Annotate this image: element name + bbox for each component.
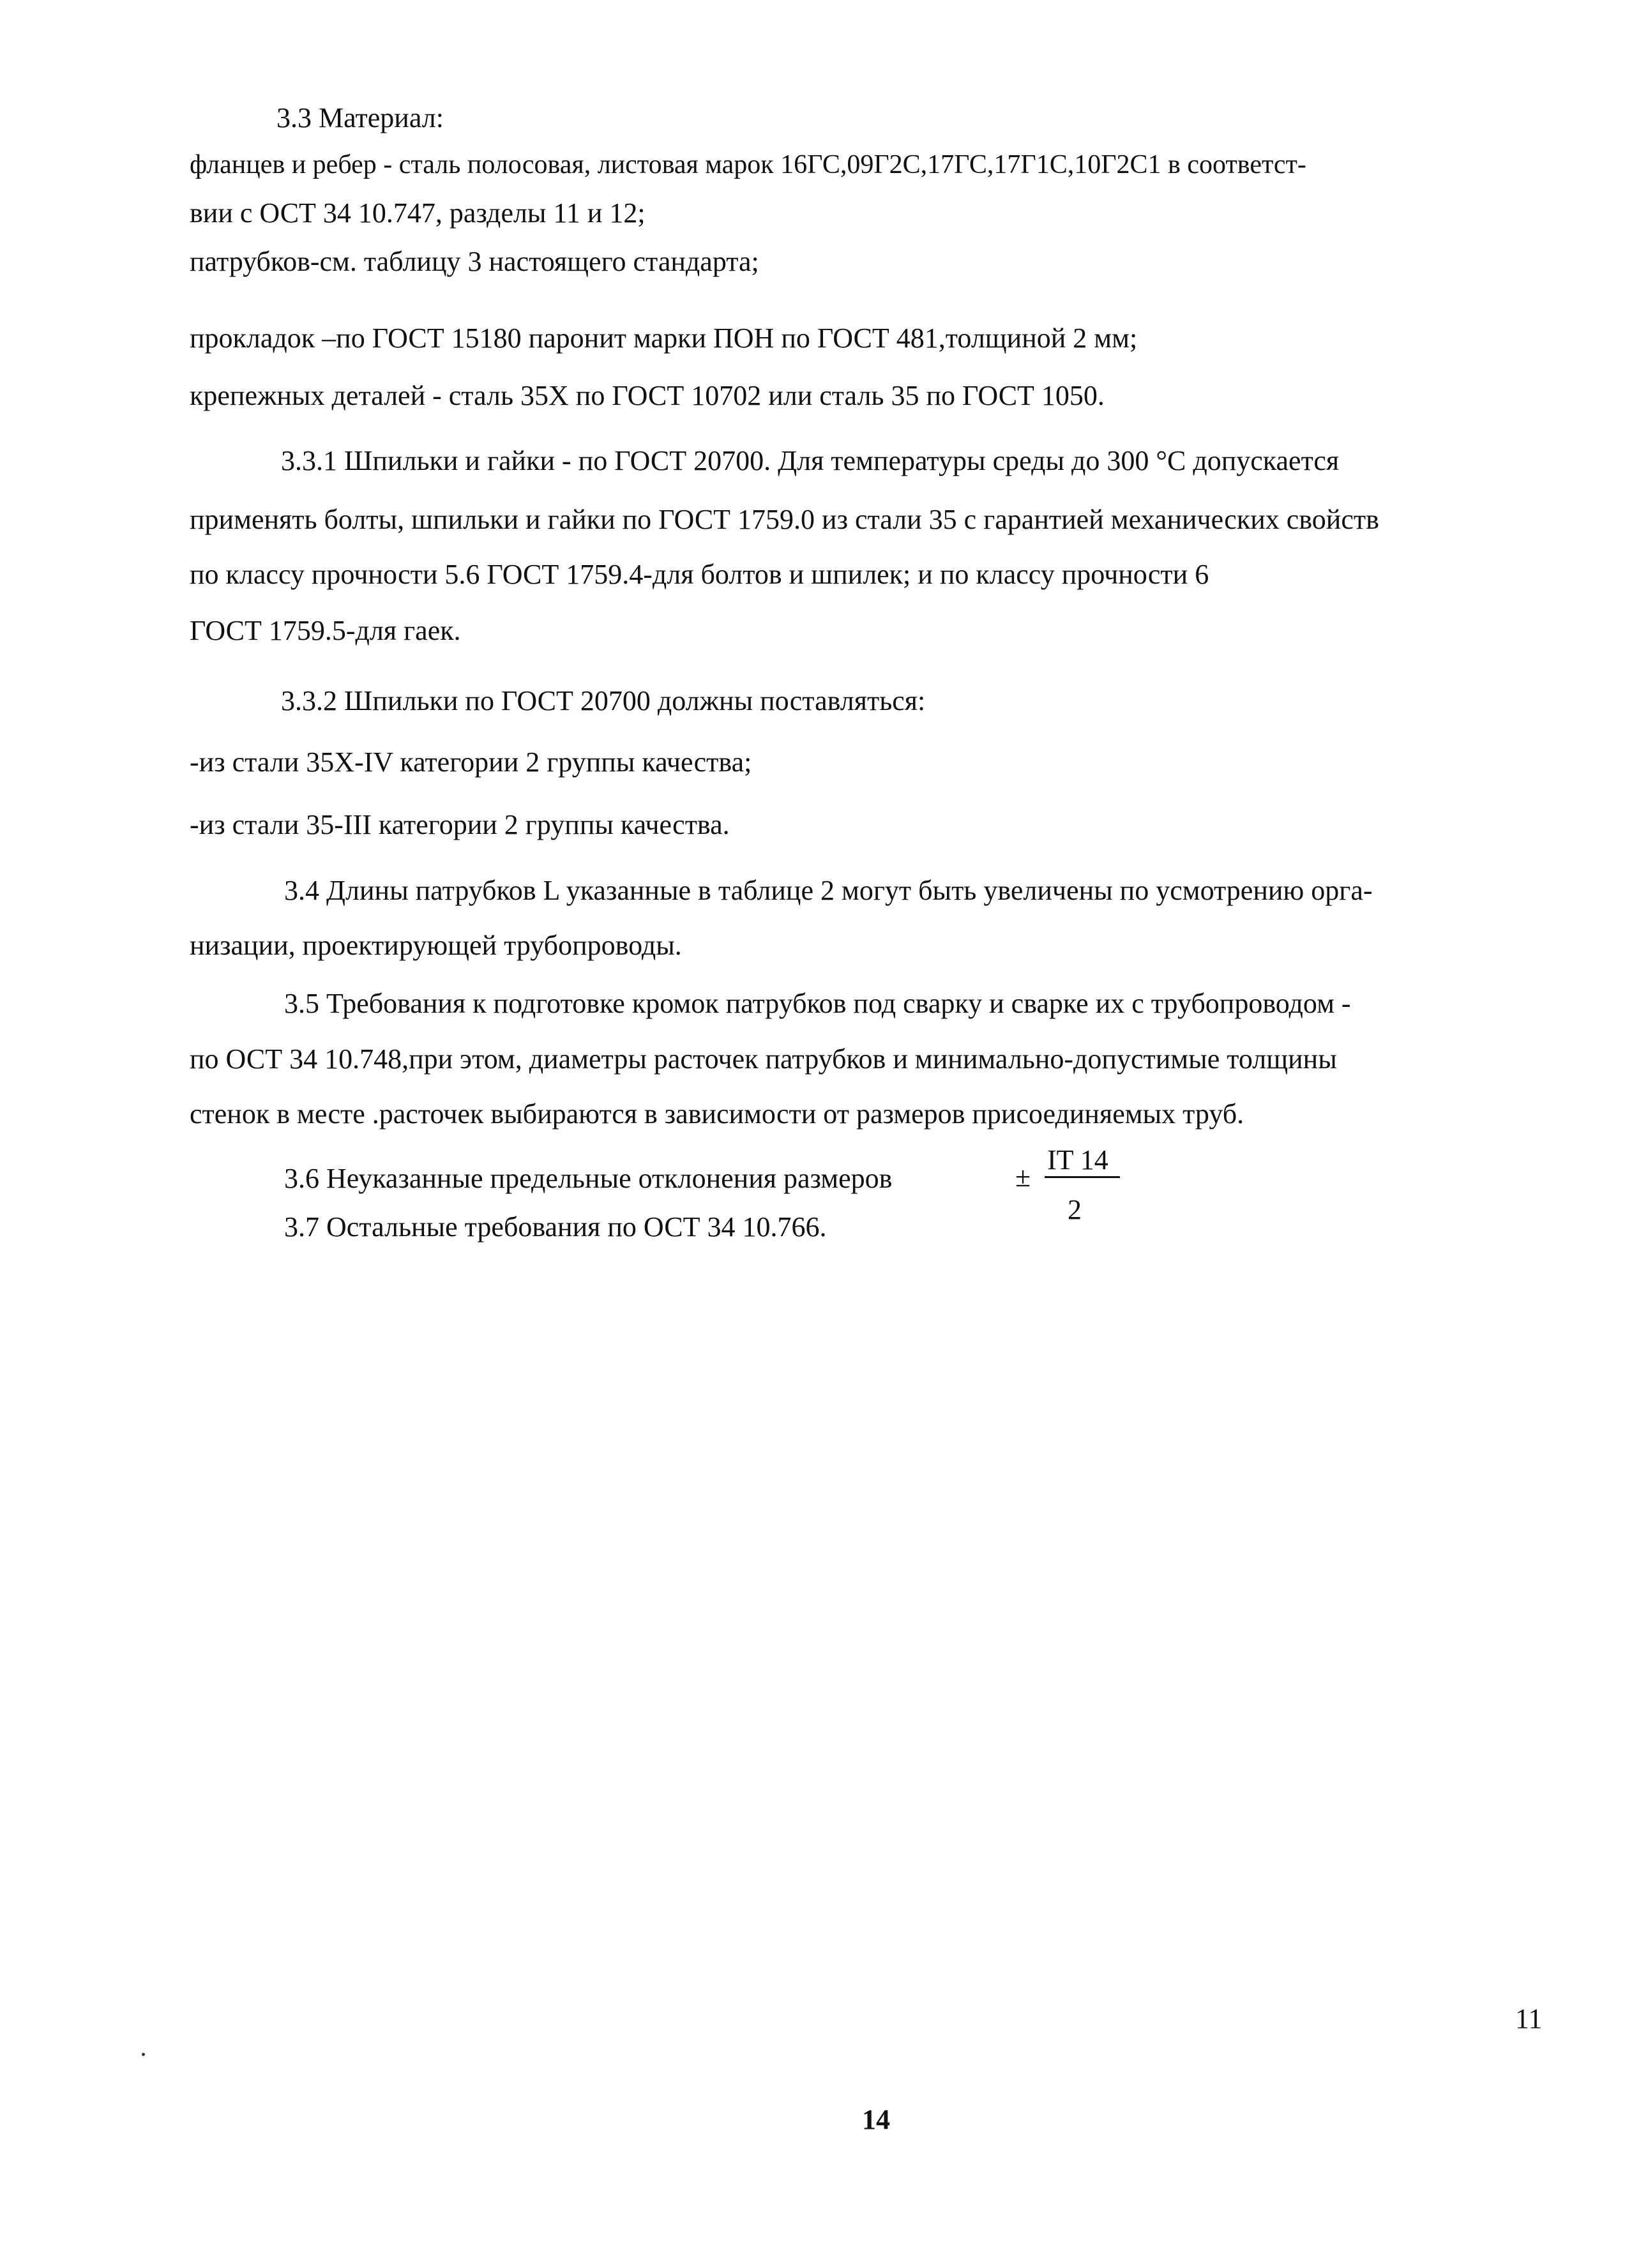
section-3-3-2-line-3: -из стали 35-III категории 2 группы качества. [190,809,730,840]
section-3-3-line-3: патрубков-см. таблицу 3 настоящего стандарта; [190,246,759,277]
section-3-3-1-line-2: применять болты, шпильки и гайки по ГОСТ 1759.0 из стали 35 с гарантией механических свойств [190,504,1379,535]
section-3-5-line-2: по ОСТ 34 10.748,при этом, диаметры расточек патрубков и минимально-допустимые толщины [190,1043,1337,1075]
section-3-3-line-2: вии с ОСТ 34 10.747, разделы 11 и 12; [190,197,646,229]
section-3-3-1-line-3: по классу прочности 5.6 ГОСТ 1759.4-для болтов и шпилек; и по классу прочности 6 [190,559,1209,590]
section-3-7-text: 3.7 Остальные требования по ОСТ 34 10.766. [284,1211,827,1243]
section-3-3-1-line-4: ГОСТ 1759.5-для гаек. [190,615,461,646]
section-3-3-line-4: прокладок –по ГОСТ 15180 паронит марки ПОН по ГОСТ 481,толщиной 2 мм; [190,322,1138,354]
section-3-3-line-5: крепежных деталей - сталь 35Х по ГОСТ 10702 или сталь 35 по ГОСТ 1050. [190,380,1105,411]
page-number-right: 11 [1515,2003,1543,2034]
section-3-3-2-line-1: 3.3.2 Шпильки по ГОСТ 20700 должны поставляться: [281,685,926,716]
section-3-3-2-line-2: -из стали 35Х-IV категории 2 группы качества; [190,746,752,778]
section-3-3-line-1: фланцев и ребер - сталь полосовая, листовая марок 16ГС,09Г2С,17ГС,17Г1С,10Г2С1 в соответст- [190,150,1306,179]
scan-speck [142,2053,145,2056]
section-3-6-text: 3.6 Неуказанные предельные отклонения размеров [284,1163,893,1194]
plus-minus-sign: ± [1015,1161,1031,1193]
section-3-3-heading: 3.3 Материал: [276,102,444,133]
section-3-5-line-3: стенок в месте .расточек выбираются в зависимости от размеров присоединяемых труб. [190,1098,1244,1130]
section-3-4-line-2: низации, проектирующей трубопроводы. [190,930,682,961]
tolerance-numerator: IT 14 [1047,1144,1108,1176]
page-number-bottom: 14 [862,2104,890,2135]
section-3-4-line-1: 3.4 Длины патрубков L указанные в таблице 2 могут быть увеличены по усмотрению орга- [284,875,1373,906]
section-3-3-1-line-1: 3.3.1 Шпильки и гайки - по ГОСТ 20700. Для температуры среды до 300 °С допускается [281,445,1340,476]
fraction-bar [1045,1176,1120,1178]
section-3-5-line-1: 3.5 Требования к подготовке кромок патрубков под сварку и сварке их с трубопроводом - [284,988,1351,1019]
tolerance-denominator: 2 [1068,1194,1082,1225]
